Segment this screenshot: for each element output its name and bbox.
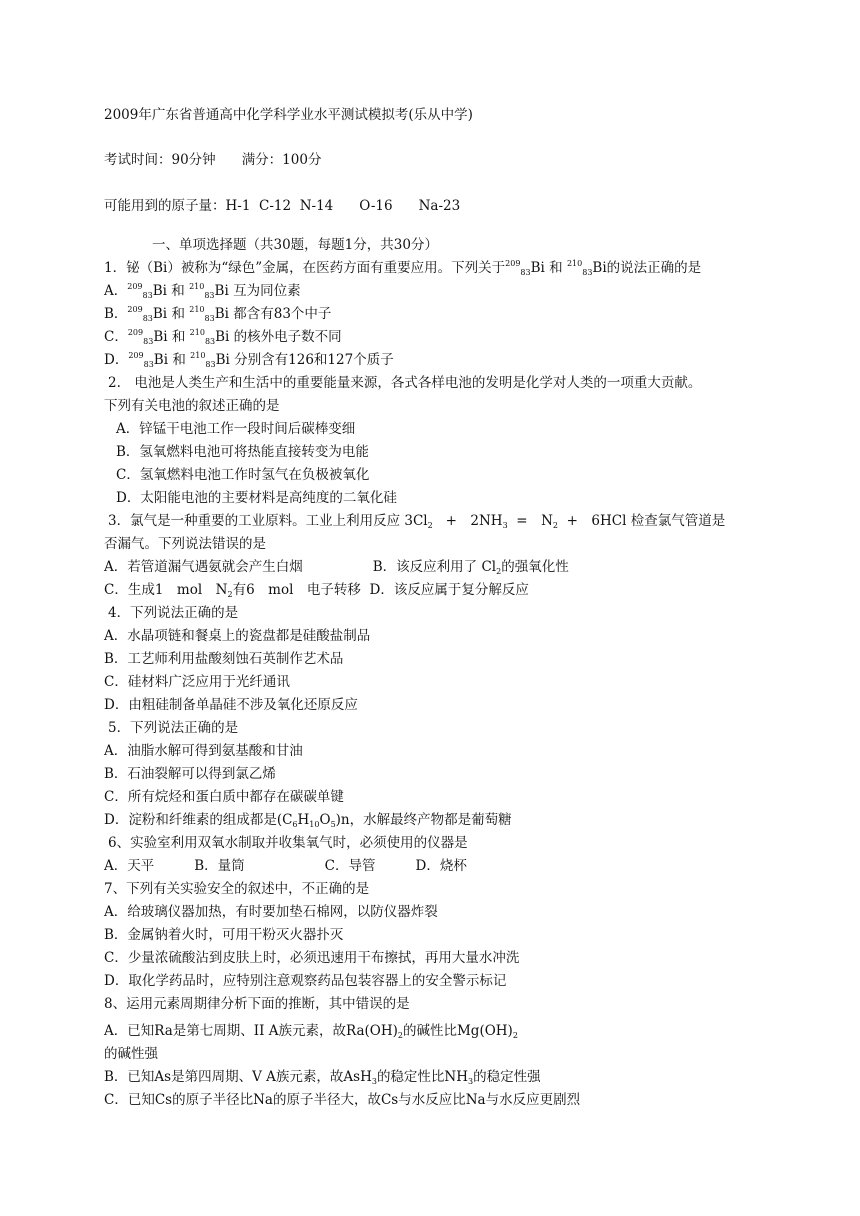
question-1-option-b: B．$^{209}_{83}$Bi 和 $^{210}_{83}$Bi 都含有83个中子 (104, 305, 332, 323)
question-1-stem: 1．铋（Bi）被称为“绿色”金属，在医药方面有重要应用。下列关于$^{209}_{83}$Bi 和 $^{210}_{83}$Bi的说法正确的是 (104, 259, 702, 277)
question-2-option-b: B．氢氧燃料电池可将热能直接转变为电能 (116, 444, 369, 460)
question-4-option-d: D．由粗硅制备单晶硅不涉及氧化还原反应 (104, 697, 358, 713)
question-3-stem-cont: 否漏气。下列说法错误的是 (104, 536, 266, 552)
question-2-stem: 2. 电池是人类生产和生活中的重要能量来源，各式各样电池的发明是化学对人类的一项重大贡献。 (108, 375, 702, 391)
question-2-option-a: A．锌锰干电池工作一段时间后碳棒变细 (116, 421, 356, 437)
question-3-option-a: A．若管道漏气遇氨就会产生白烟 (104, 559, 303, 575)
question-3-options-ab (104, 556, 569, 579)
question-8-option-b: B．已知As是第四周期、V A族元素，故AsH$_3$的稳定性比$NH_3$的稳定性强 (104, 1069, 541, 1086)
question-8-option-a: A．已知Ra是第七周期、II A族元素，故$Ra(OH)_2$的碱性比$Mg(OH)_2$ (104, 1023, 518, 1040)
question-5-option-c: C．所有烷烃和蛋白质中都存在碳碳单键 (104, 789, 344, 805)
question-7-option-b: B．金属钠着火时，可用干粉灭火器扑灭 (104, 927, 344, 943)
question-1-option-a: A．$^{209}_{83}$Bi 和 $^{210}_{83}$Bi 互为同位素 (104, 282, 301, 300)
question-3-option-b: B．该反应利用了 $Cl_2$的强氧化性 (372, 559, 569, 576)
question-3-option-c: C．生成1 mol $N_2$有6 mol 电子转移 (104, 582, 361, 599)
question-8-option-a-cont: 的碱性强 (104, 1046, 158, 1062)
question-5-stem: 5．下列说法正确的是 (108, 720, 239, 736)
question-4-option-c: C．硅材料广泛应用于光纤通讯 (104, 674, 290, 690)
question-7-option-a: A．给玻璃仪器加热，有时要加垫石棉网，以防仪器炸裂 (104, 904, 438, 920)
question-4-stem: 4．下列说法正确的是 (108, 605, 239, 621)
atomic-mass-h: H-1 (225, 198, 251, 214)
question-5-option-d: D．淀粉和纤维素的组成都是$(C_6H_{10}O_5)n$，水解最终产物都是葡萄糖 (104, 812, 512, 829)
question-6-options (104, 855, 467, 878)
question-6-option-c: C．导管 (324, 858, 376, 874)
question-8-option-c: C．已知Cs的原子半径比Na的原子半径大，故Cs与水反应比Na与水反应更剧烈 (104, 1092, 581, 1108)
question-7-stem: 7、下列有关实验安全的叙述中，不正确的是 (104, 881, 370, 897)
full-score: 满分：100分 (241, 152, 322, 168)
question-6-option-b: B．量筒 (194, 858, 245, 874)
question-4-option-a: A．水晶项链和餐桌上的瓷盘都是硅酸盐制品 (104, 628, 371, 644)
question-7-option-c: C．少量浓硫酸沾到皮肤上时，必须迅速用干布擦拭，再用大量水冲洗 (104, 950, 520, 966)
question-2-option-c: C．氢氧燃料电池工作时氢气在负极被氧化 (116, 467, 370, 483)
question-7-option-d: D．取化学药品时，应特别注意观察药品包装容器上的安全警示标记 (104, 973, 507, 989)
question-8-stem: 8、运用元素周期律分析下面的推断，其中错误的是 (104, 996, 410, 1012)
atomic-masses: 可能用到的原子量：H-1 C-12 N-14 O-16 Na-23 (104, 198, 461, 214)
question-1-option-c: C．$^{209}_{83}$Bi 和 $^{210}_{83}$Bi 的核外电子数不同 (104, 328, 342, 346)
question-6-option-d: D．烧杯 (415, 858, 467, 874)
question-5-option-b: B．石油裂解可以得到氯乙烯 (104, 766, 276, 782)
atomic-mass-na: Na-23 (418, 198, 461, 214)
question-3-options-cd (104, 579, 529, 602)
atomic-mass-o: O-16 (359, 198, 393, 214)
question-3-option-d: D．该反应属于复分解反应 (369, 582, 529, 598)
question-4-option-b: B．工艺师利用盐酸刻蚀石英制作艺术品 (104, 651, 344, 667)
atomic-mass-n: N-14 (299, 198, 334, 214)
question-6-option-a: A．天平 (104, 858, 155, 874)
section-heading: 一、单项选择题（共30题，每题1分，共30分） (152, 237, 438, 253)
exam-time: 考试时间：90分钟 (104, 152, 216, 168)
atomic-mass-c: C-12 (259, 198, 292, 214)
question-5-option-a: A．油脂水解可得到氨基酸和甘油 (104, 743, 303, 759)
question-3-stem: 3．氯气是一种重要的工业原料。工业上利用反应 $3Cl_2$ + $2NH_3$ = $N_2$ + 6HCl 检查氯气管道是 (108, 513, 726, 530)
exam-info (104, 149, 321, 172)
document-title: 2009年广东省普通高中化学科学业水平测试模拟考(乐从中学) (104, 107, 473, 123)
question-1-option-d: D．$^{209}_{83}$Bi 和 $^{210}_{83}$Bi 分别含有126和127个质子 (104, 351, 394, 369)
question-6-stem: 6、实验室利用双氧水制取并收集氧气时，必须使用的仪器是 (108, 835, 468, 851)
question-2-option-d: D．太阳能电池的主要材料是高纯度的二氧化硅 (116, 490, 397, 506)
question-2-stem-cont: 下列有关电池的叙述正确的是 (104, 398, 280, 414)
